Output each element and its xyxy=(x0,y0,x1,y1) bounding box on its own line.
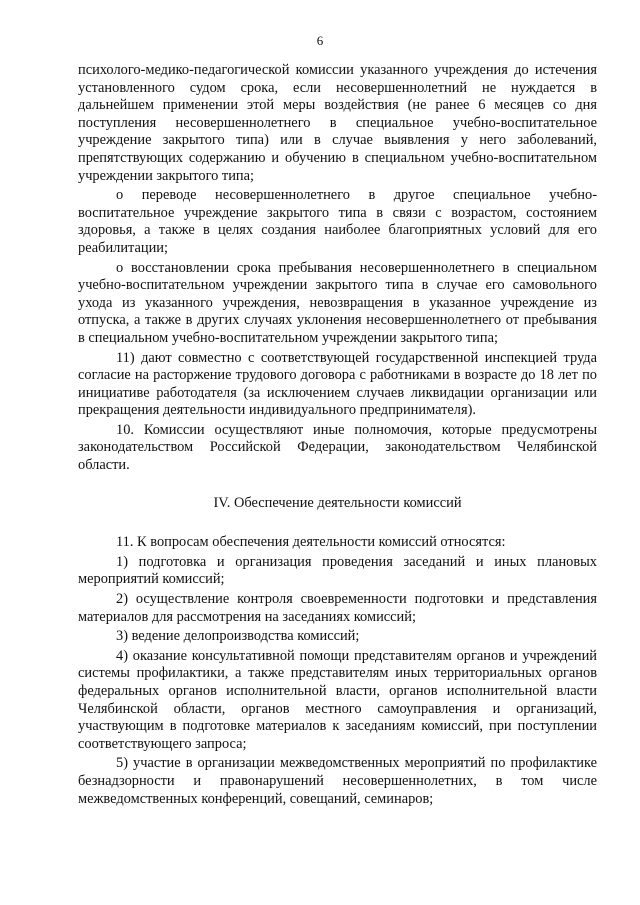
paragraph-clause-11: 11. К вопросам обеспечения деятельности комиссий относятся: xyxy=(116,534,506,551)
document-body xyxy=(78,62,597,808)
paragraph-clause-10: 10. Комиссии осуществляют иные полномочия, которые предусмотрены законодательством Российской Федерации, законодательством Челябинской области. xyxy=(78,421,597,474)
list-item-3: 3) ведение делопроизводства комиссий; xyxy=(116,628,360,645)
paragraph-item-11: 11) дают совместно с соответствующей государственной инспекцией труда согласие на расторжение трудового договора с работниками в возрасте до 18 лет по инициативе работодателя (за исключением случаев ликвидации организации или прекращения деятельности индивидуального предпринимателя). xyxy=(78,349,597,419)
page-number: 6 xyxy=(316,33,324,48)
section-heading: IV. Обеспечение деятельности комиссий xyxy=(213,494,462,511)
list-item-1: 1) подготовка и организация проведения заседаний и иных плановых мероприятий комиссий; xyxy=(78,553,597,588)
paragraph-continuation: психолого-медико-педагогической комиссии указанного учреждения до истечения установленного судом срока, если несовершеннолетний не нуждается в дальнейшем применении этой меры воздействия (не ранее 6 месяцев со дня поступления несовершеннолетнего в специальное учебно-воспитательное учреждение закрытого типа) или в случае выявления у него заболеваний, препятствующих содержанию и обучению в специальном учебно-воспитательном учреждении закрытого типа; xyxy=(78,62,597,184)
paragraph-transfer: о переводе несовершеннолетнего в другое специальное учебно-воспитательное учреждение закрытого типа в связи с возрастом, состоянием здоровья, а также в целях создания наиболее благоприятных условий для его реабилитации; xyxy=(78,187,597,256)
list-item-4: 4) оказание консультативной помощи представителям органов и учреждений системы профилактики, а также представителям иных территориальных органов федеральных органов исполнительной власти, органов исполнительной власти Челябинской области, органов местного самоуправления и организаций, участвующим в подготовке материалов к заседаниям комиссий, при поступлении соответствующего запроса; xyxy=(78,647,597,752)
list-item-2: 2) осуществление контроля своевременности подготовки и представления материалов для рассмотрения на заседаниях комиссий; xyxy=(78,591,597,625)
paragraph-restoration: о восстановлении срока пребывания несовершеннолетнего в специальном учебно-воспитательном учреждении закрытого типа в случае его самовольного ухода из указанного учреждения, невозвращения в указанное учреждение из отпуска, а также в других случаях уклонения несовершеннолетнего от пребывания в специальном учебно-воспитательном учреждении закрытого типа; xyxy=(78,259,597,346)
list-item-5: 5) участие в организации межведомственных мероприятий по профилактике безнадзорности и правонарушений несовершеннолетних, в том числе межведомственных конференций, совещаний, семинаров; xyxy=(78,755,597,807)
